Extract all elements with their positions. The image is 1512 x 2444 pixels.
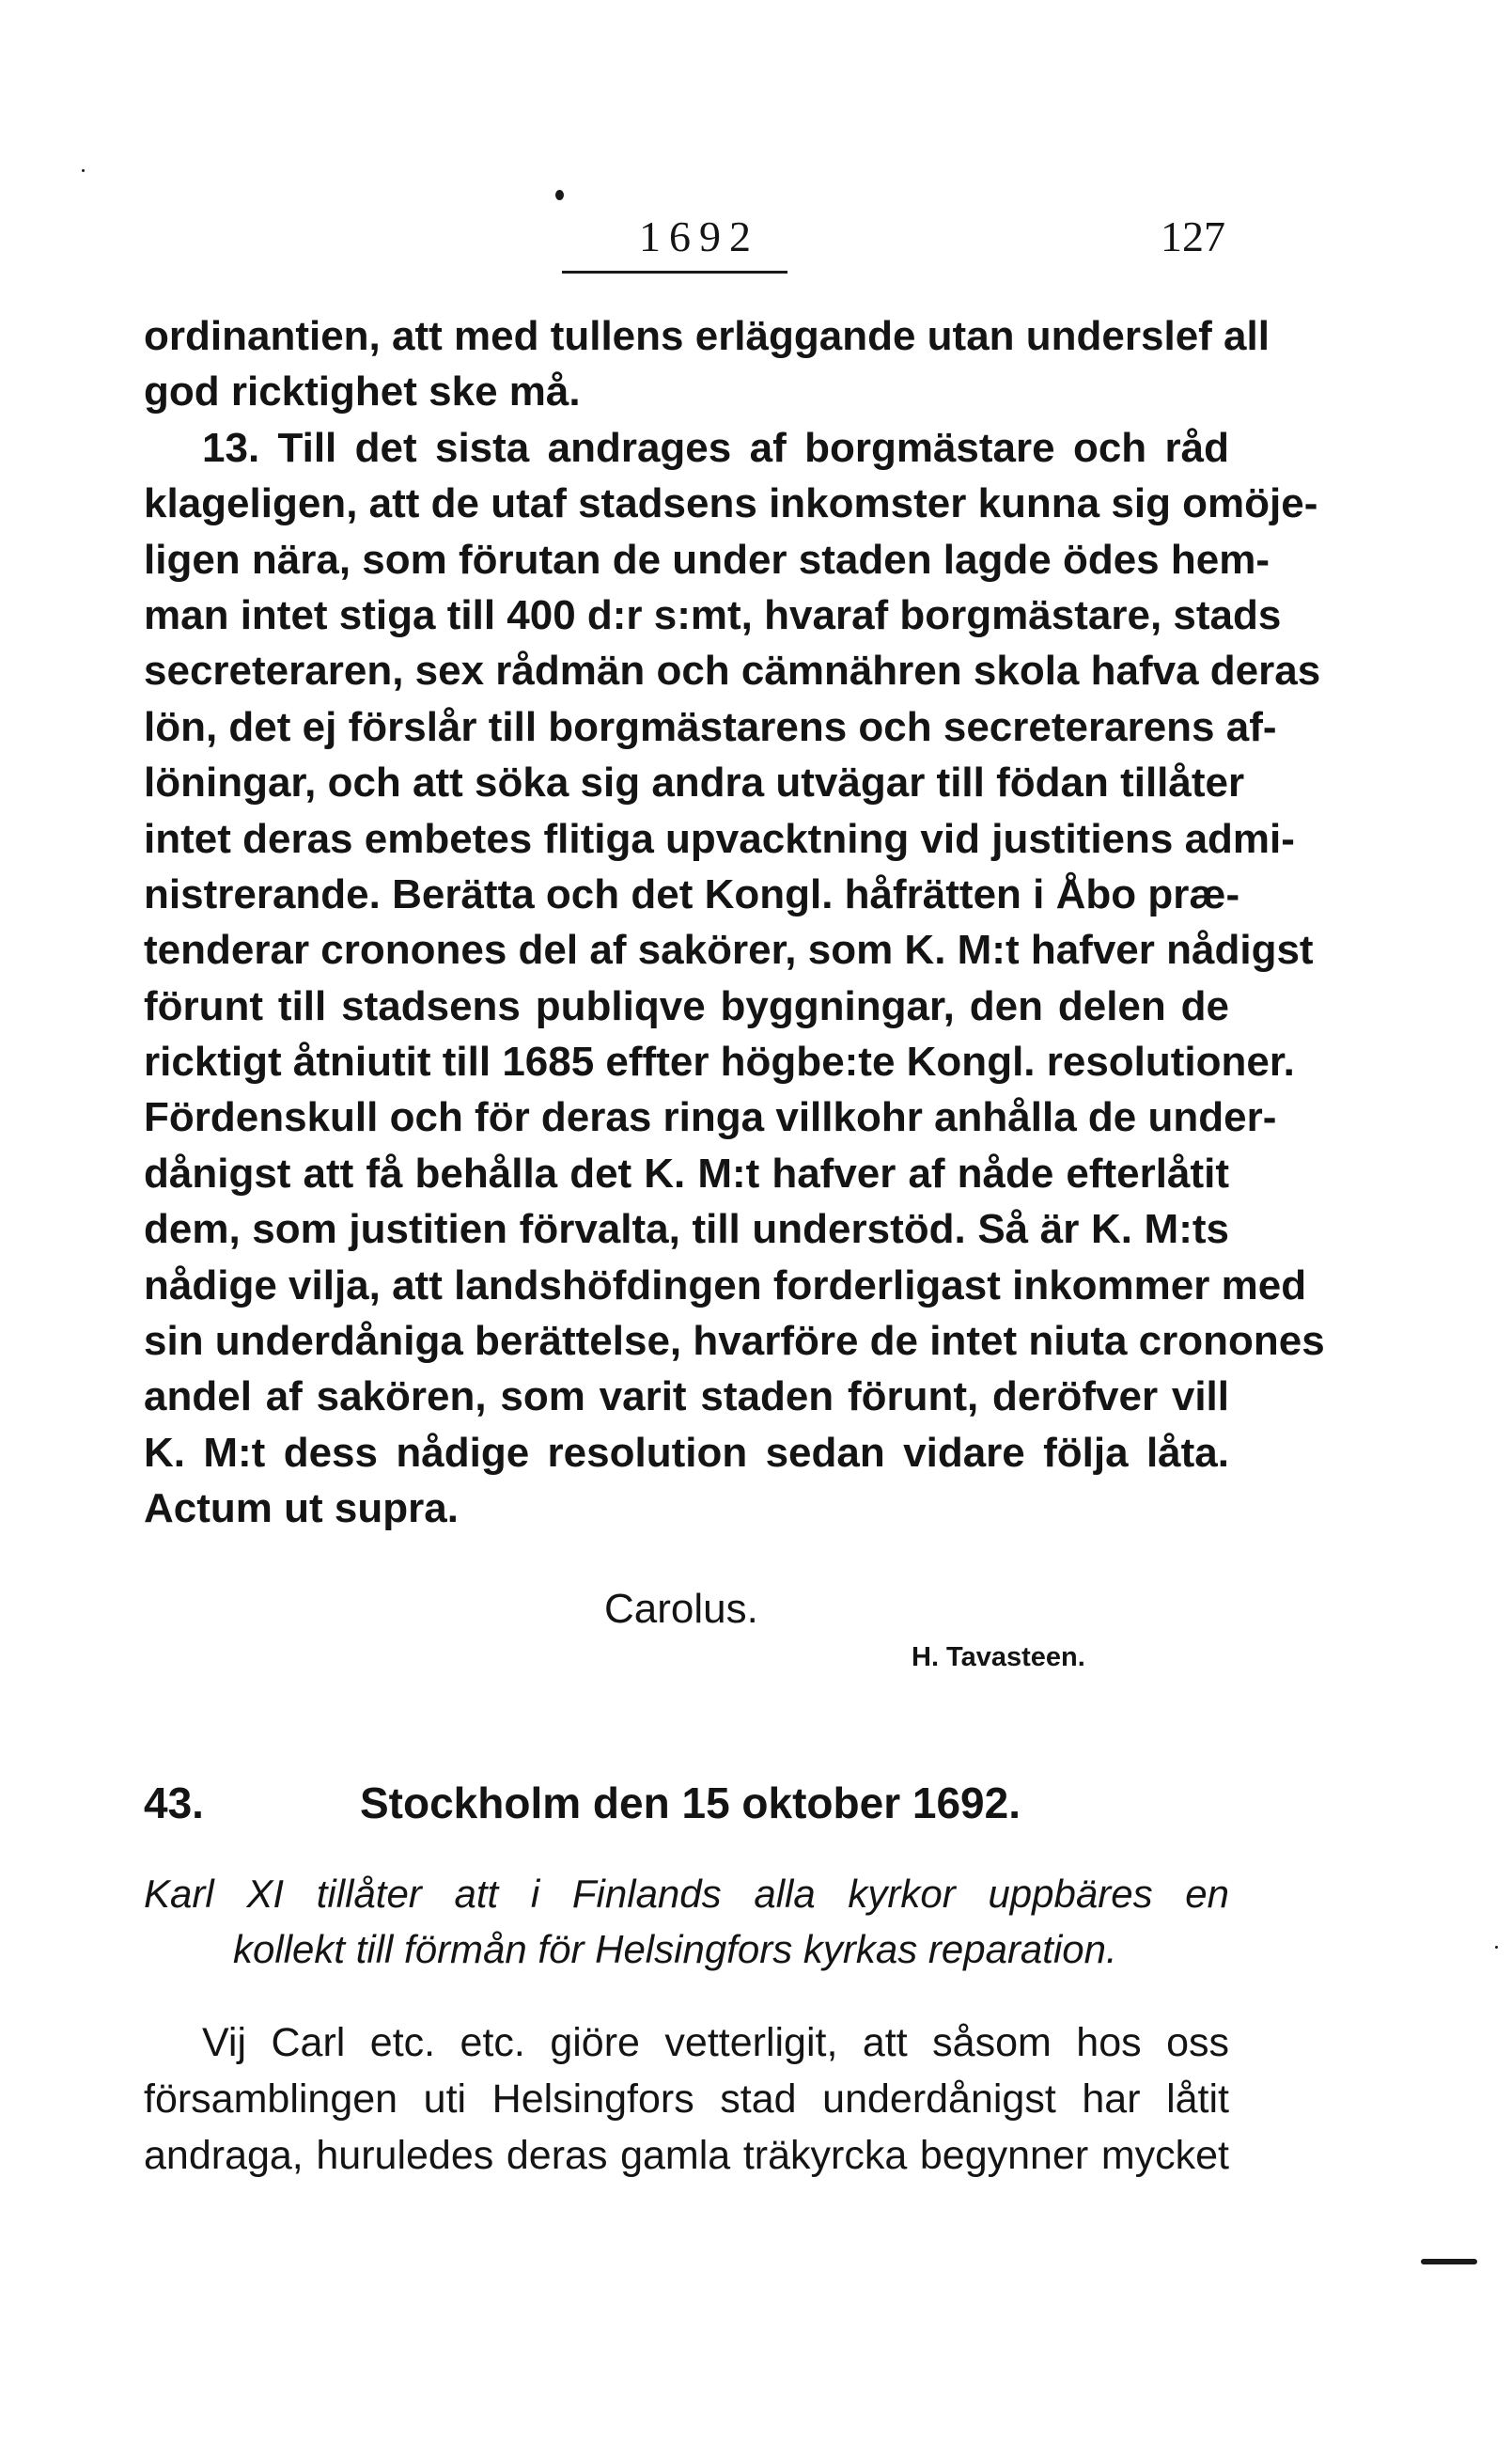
header-year: 1692 <box>639 212 759 260</box>
text-line: ricktigt åtniutit till 1685 effter högbe:te Kongl. resolutioner. <box>144 1039 1295 1086</box>
text-line: Actum ut supra. <box>144 1485 459 1532</box>
text-line: dånigst att få behålla det K. M:t hafver af nåde efterlåtit <box>144 1150 1229 1197</box>
letter-line: andraga, huruledes deras gamla träkyrcka begynner mycket <box>144 2133 1229 2178</box>
body-paragraphs <box>144 308 1325 1537</box>
signature-king: Carolus. <box>604 1586 758 1632</box>
letter-line: församblingen uti Helsingfors stad underdånigst har låtit <box>144 2076 1229 2122</box>
letter-text <box>144 2014 1229 2184</box>
ink-speck <box>1421 2259 1477 2264</box>
ink-speck <box>82 169 85 172</box>
text-line: lön, det ej förslår till borgmästarens och secreterarens af- <box>144 703 1277 750</box>
text-line: K. M:t dess nådige resolution sedan vidare följa låta. <box>144 1429 1229 1476</box>
text-line: förunt till stadsens publiqve byggningar, den delen de <box>144 982 1229 1029</box>
signature-secretary: H. Tavasteen. <box>912 1642 1085 1672</box>
text-line: dem, som justitien förvalta, till understöd. Så är K. M:ts <box>144 1206 1229 1253</box>
text-line: Fördenskull och för deras ringa villkohr anhålla de under- <box>144 1094 1277 1141</box>
ink-speck <box>555 190 564 200</box>
ink-speck <box>1495 1946 1498 1949</box>
letter-line: Vij Carl etc. etc. giöre vetterligit, att såsom hos oss <box>202 2020 1229 2065</box>
text-line: intet deras embetes flitiga upvacktning vid justitiens admi- <box>144 815 1295 862</box>
header-underline <box>562 271 787 274</box>
text-line: löningar, och att söka sig andra utvägar till födan tillåter <box>144 760 1245 807</box>
summary-line: kollekt till förmån för Helsingfors kyrkas reparation. <box>233 1927 1117 1971</box>
text-line: klageligen, att de utaf stadsens inkomster kunna sig omöje- <box>144 480 1318 527</box>
running-header <box>0 209 1512 274</box>
paragraph-13-first-line: 13. Till det sista andrages af borgmästare och råd <box>202 424 1229 471</box>
text-line: nådige vilja, att landshöfdingen forderligast inkommer med <box>144 1261 1307 1308</box>
text-line: ordinantien, att med tullens erläggande utan underslef all <box>144 313 1270 359</box>
document-title: Stockholm den 15 oktober 1692. <box>360 1778 1021 1827</box>
page-number: 127 <box>1161 212 1225 260</box>
text-line: god ricktighet ske må. <box>144 368 581 415</box>
summary-line: Karl XI tillåter att i Finlands alla kyrkor uppbäres en <box>144 1872 1229 1916</box>
document-heading <box>144 1775 1229 1841</box>
text-line: tenderar cronones del af sakörer, som K. M:t hafver nådigst <box>144 927 1314 974</box>
text-line: nistrerande. Berätta och det Kongl. håfrätten i Åbo præ- <box>144 870 1240 917</box>
document-number: 43. <box>144 1778 204 1827</box>
document-summary <box>144 1866 1229 1977</box>
text-line: ligen nära, som förutan de under staden lagde ödes hem- <box>144 536 1270 583</box>
text-line: andel af sakören, som varit staden förunt, deröfver vill <box>144 1373 1229 1420</box>
text-line: secreteraren, sex rådmän och cämnähren skola hafva deras <box>144 648 1321 695</box>
text-line: sin underdåniga berättelse, hvarföre de intet niuta cronones <box>144 1318 1325 1365</box>
text-line: man intet stiga till 400 d:r s:mt, hvaraf borgmästare, stads <box>144 591 1282 638</box>
